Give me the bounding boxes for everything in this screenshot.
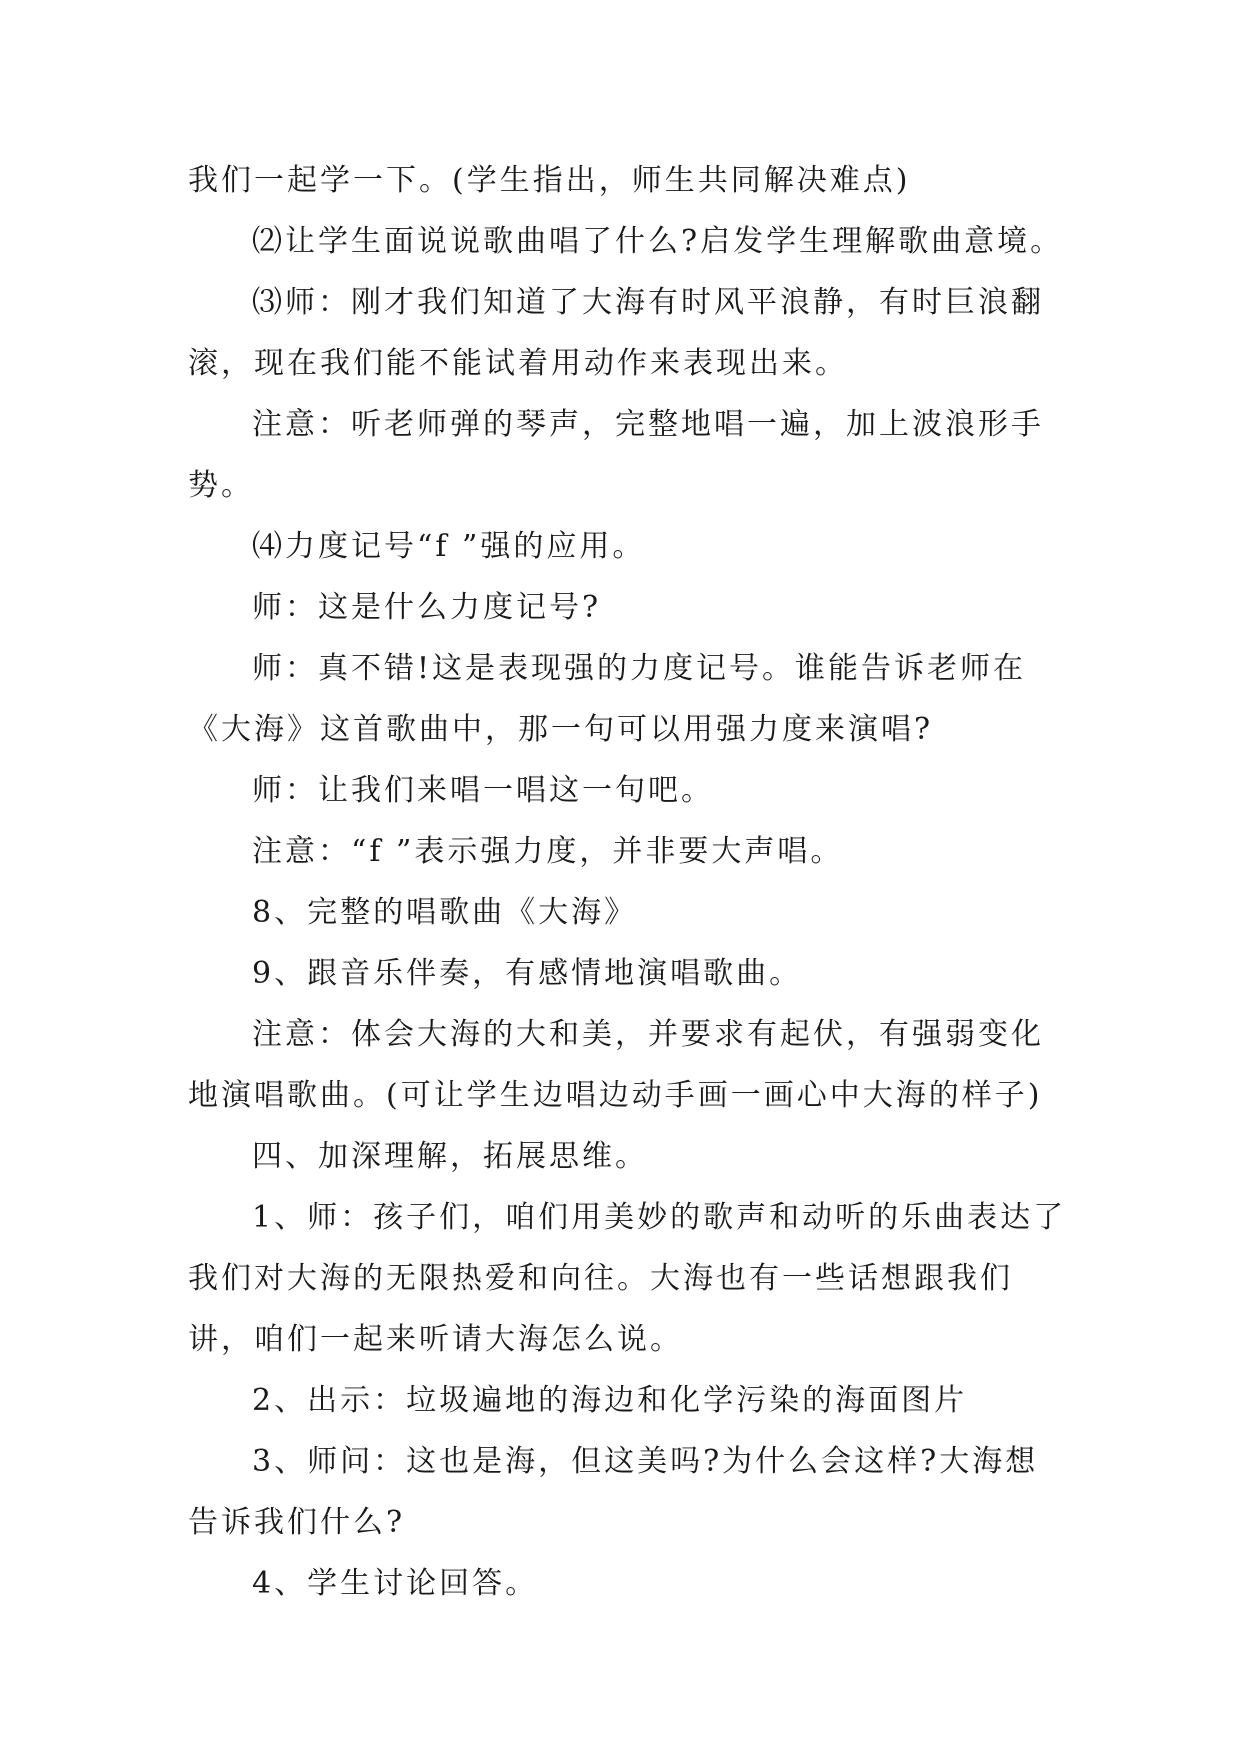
paragraph: 注意：“f ”表示强力度，并非要大声唱。: [252, 834, 844, 869]
paragraph: 1、师：孩子们，咱们用美妙的歌声和动听的乐曲表达了我们对大海的无限热爱和向往。大海也有一些话想跟我们讲，咱们一起来听请大海怎么说。: [188, 1200, 1067, 1357]
paragraph: 注意：体会大海的大和美，并要求有起伏，有强弱变化地演唱歌曲。(可让学生边唱边动手画一画心中大海的样子): [188, 1017, 1044, 1113]
paragraph: ⑵让学生面说说歌曲唱了什么?启发学生理解歌曲意境。: [252, 224, 1064, 259]
paragraph: 师：让我们来唱一唱这一句吧。: [252, 773, 714, 808]
paragraph: 注意：听老师弹的琴声，完整地唱一遍，加上波浪形手势。: [188, 407, 1044, 503]
paragraph: 我们一起学一下。(学生指出，师生共同解决难点): [188, 163, 911, 198]
paragraph: ⑶师：刚才我们知道了大海有时风平浪静，有时巨浪翻滚，现在我们能不能试着用动作来表现出来。: [188, 285, 1044, 381]
paragraph: 师：这是什么力度记号?: [252, 590, 602, 625]
paragraph: ⑷力度记号“f ”强的应用。: [252, 529, 646, 564]
paragraph: 8、完整的唱歌曲《大海》: [252, 895, 638, 930]
document-page: [188, 150, 1068, 1614]
paragraph: 9、跟音乐伴奏，有感情地演唱歌曲。: [252, 956, 803, 991]
paragraph: 3、师问：这也是海，但这美吗?为什么会这样?大海想告诉我们什么?: [188, 1444, 1039, 1540]
paragraph: 4、学生讨论回答。: [252, 1566, 539, 1601]
section-heading: 四、加深理解，拓展思维。: [252, 1139, 648, 1174]
paragraph: 2、出示：垃圾遍地的海边和化学污染的海面图片: [252, 1383, 968, 1418]
paragraph: 师：真不错!这是表现强的力度记号。谁能告诉老师在《大海》这首歌曲中，那一句可以用强力度来演唱?: [188, 651, 1027, 747]
